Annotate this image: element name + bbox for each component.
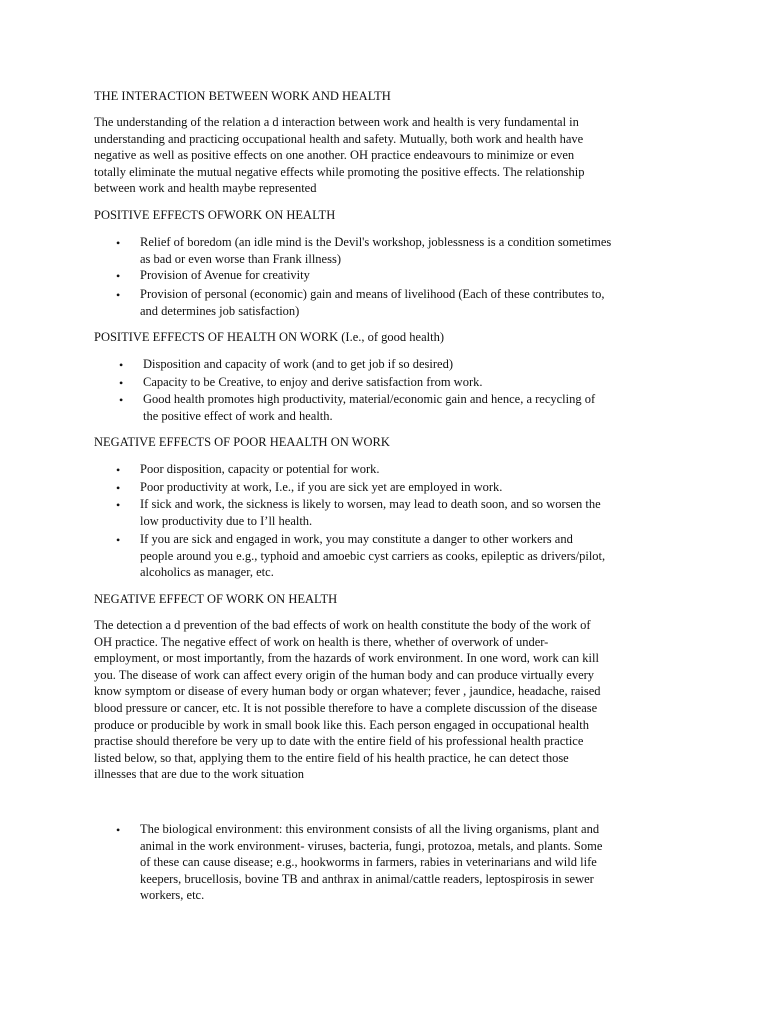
intro-paragraph [94, 114, 682, 197]
list-item: Relief of boredom (an idle mind is the Devil's workshop, joblessness is a condition sometimes as bad or even worse than Frank illness) [140, 235, 612, 266]
paragraph-line: OH practice. The negative effect of work on health is there, whether of overwork of under- [94, 634, 549, 649]
intro-line: negative as well as positive effects on one another. OH practice endeavours to minimize or even [94, 148, 575, 163]
section-heading-positive-work-on-health: POSITIVE EFFECTS OFWORK ON HEALTH [94, 208, 336, 222]
bullet-icon: • [116, 533, 121, 547]
bullet-icon: • [116, 288, 121, 302]
bullet-icon: • [116, 463, 121, 477]
paragraph-line: blood pressure or cancer, etc. It is not possible therefore to have a complete discussion of the disease [94, 700, 598, 715]
paragraph-line: you. The disease of work can affect every origin of the human body and can produce virtually every [94, 667, 595, 682]
bullet-icon: • [116, 236, 121, 250]
bullet-icon: • [116, 269, 121, 283]
intro-line: totally eliminate the mutual negative effects while promoting the positive effects. The relationship [94, 164, 585, 179]
bullet-icon: • [116, 823, 121, 837]
paragraph-line: practise should therefore be very up to date with the entire field of his professional health practice [94, 734, 584, 749]
intro-line: understanding and practicing occupational health and safety. Mutually, both work and health have [94, 131, 584, 146]
paragraph-line: employment, or most importantly, from the hazards of work environment. In one word, work can kill [94, 651, 599, 666]
list-item: If sick and work, the sickness is likely to worsen, may lead to death soon, and so worsen the low productivity due to I’ll health. [140, 497, 601, 528]
section-heading-positive-health-on-work: POSITIVE EFFECTS OF HEALTH ON WORK (I.e., of good health) [94, 330, 444, 344]
section-heading-negative-work-on-health: NEGATIVE EFFECT OF WORK ON HEALTH [94, 592, 338, 606]
list-item: Provision of Avenue for creativity [140, 268, 310, 282]
list-item: If you are sick and engaged in work, you may constitute a danger to other workers and people around you e.g., typhoid and amoebic cyst carriers as cooks, epileptic as drivers/pilot, alcoholics as manager, etc. [140, 532, 606, 580]
bullet-icon: • [116, 498, 121, 512]
list-item: Capacity to be Creative, to enjoy and derive satisfaction from work. [143, 375, 483, 389]
section-heading-negative-poor-health-on-work: NEGATIVE EFFECTS OF POOR HEAALTH ON WORK [94, 435, 390, 449]
paragraph-line: produce or producible by work in small book like this. Each person engaged in occupational health [94, 717, 590, 732]
list-item: Disposition and capacity of work (and to get job if so desired) [143, 357, 453, 371]
bullet-icon: • [119, 358, 124, 372]
paragraph-line: know symptom or disease of every human body or organ whatever; fever , jaundice, headache, raised [94, 684, 601, 699]
paragraph-line: The detection a d prevention of the bad effects of work on health constitute the body of the work of [94, 618, 591, 632]
document-title: THE INTERACTION BETWEEN WORK AND HEALTH [94, 89, 391, 103]
list-item: Poor productivity at work, I.e., if you are sick yet are employed in work. [140, 480, 503, 494]
paragraph-line: illnesses that are due to the work situation [94, 767, 305, 782]
paragraph-line: listed below, so that, applying them to the entire field of his health practice, he can detect those [94, 750, 569, 765]
negative-work-on-health-paragraph [94, 617, 682, 783]
intro-line: The understanding of the relation a d interaction between work and health is very fundamental in [94, 115, 579, 129]
intro-line: between work and health maybe represented [94, 181, 317, 196]
list-item: Provision of personal (economic) gain and means of livelihood (Each of these contributes to, and determines job satisfaction) [140, 287, 605, 318]
list-item: Good health promotes high productivity, material/economic gain and hence, a recycling of the positive effect of work and health. [143, 392, 596, 423]
bullet-icon: • [119, 376, 124, 390]
list-item: The biological environment: this environment consists of all the living organisms, plant and animal in the work environment- viruses, bacteria, fungi, protozoa, metals, and plants. Some of these can cause disease; e.g., hookworms in farmers, rabies in veterinarians and wild life keepers, brucellosis, bovine TB and anthrax in animal/cattle readers, leptospirosis in sewer workers, etc. [140, 822, 603, 903]
bullet-icon: • [119, 393, 124, 407]
bullet-icon: • [116, 481, 121, 495]
list-item: Poor disposition, capacity or potential for work. [140, 462, 380, 476]
